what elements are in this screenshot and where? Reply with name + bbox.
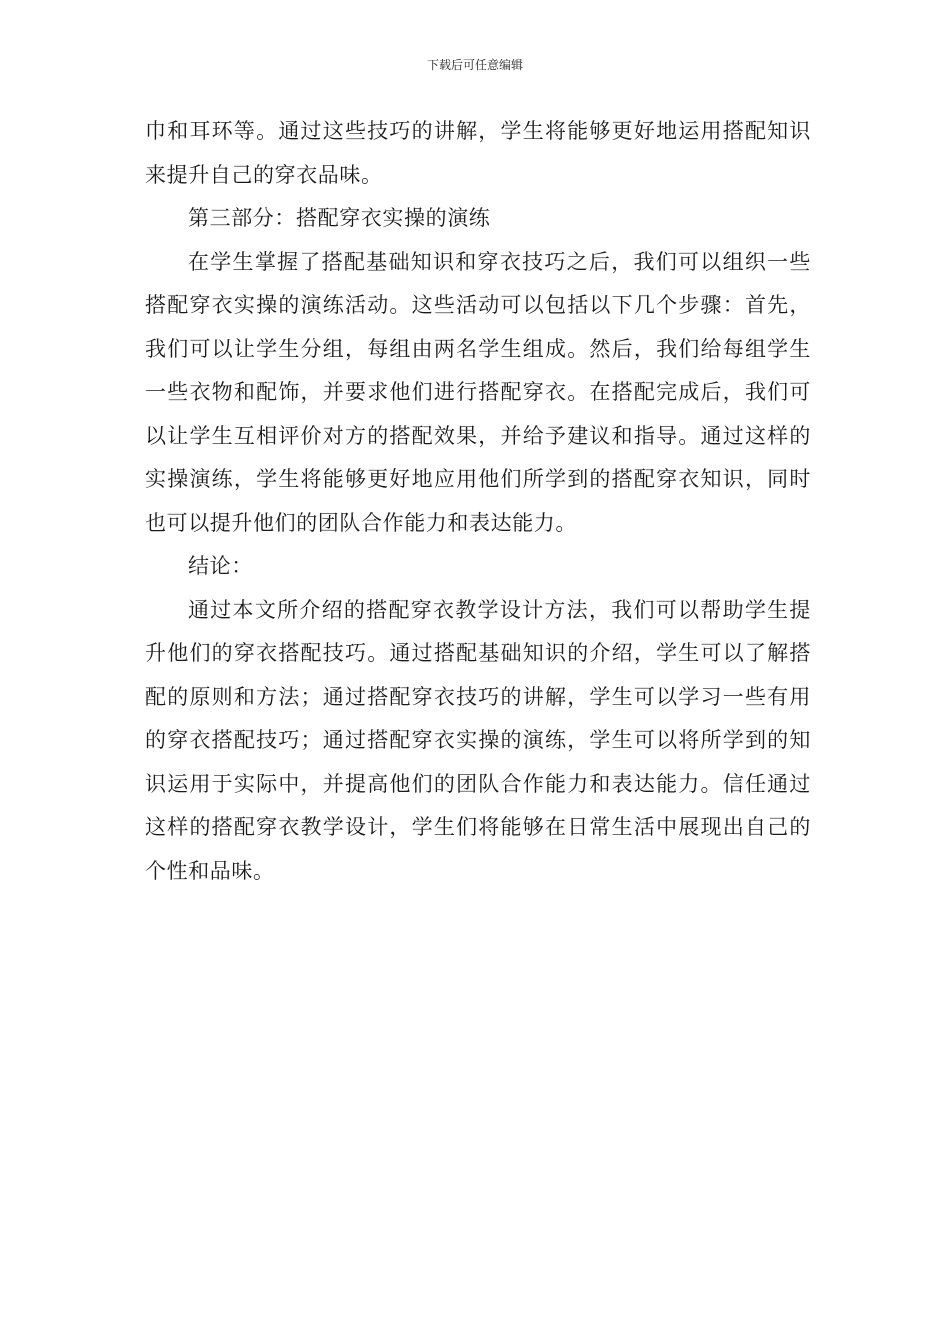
- conclusion-heading: 结论：: [188, 554, 253, 578]
- conclusion-paragraph: 通过本文所介绍的搭配穿衣教学设计方法，我们可以帮助学生提升他们的穿衣搭配技巧。通过搭配基础知识的介绍，学生可以了解搭配的原则和方法；通过搭配穿衣技巧的讲解，学生可以学习一些有用的穿衣搭配技巧；通过搭配穿衣实操的演练，学生可以将所学到的知识运用于实际中，并提高他们的团队合作能力和表达能力。信任通过这样的搭配穿衣教学设计，学生们将能够在日常生活中展现出自己的个性和品味。: [145, 597, 811, 883]
- section-3-paragraph: 在学生掌握了搭配基础知识和穿衣技巧之后，我们可以组织一些搭配穿衣实操的演练活动。这些活动可以包括以下几个步骤：首先，我们可以让学生分组，每组由两名学生组成。然后，我们给每组学生一些衣物和配饰，并要求他们进行搭配穿衣。在搭配完成后，我们可以让学生互相评价对方的搭配效果，并给予建议和指导。通过这样的实操演练，学生将能够更好地应用他们所学到的搭配穿衣知识，同时也可以提升他们的团队合作能力和表达能力。: [145, 249, 811, 535]
- page-header: 下载后可任意编辑: [426, 58, 523, 72]
- section-3-heading: 第三部分：搭配穿衣实操的演练: [188, 206, 491, 230]
- continuation-paragraph: 巾和耳环等。通过这些技巧的讲解，学生将能够更好地运用搭配知识来提升自己的穿衣品味。: [145, 119, 811, 187]
- document-body: [145, 110, 811, 893]
